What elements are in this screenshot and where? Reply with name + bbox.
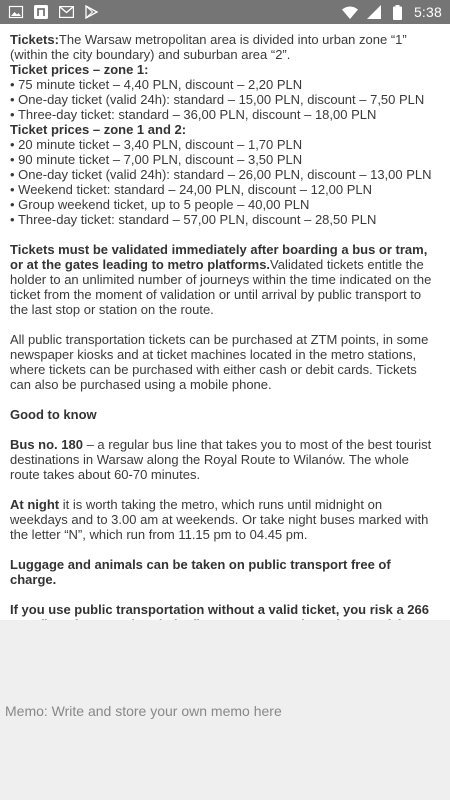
luggage-paragraph: Luggage and animals can be taken on public transport free of charge. — [10, 557, 391, 587]
notification-n-icon — [33, 4, 49, 20]
tickets-intro-text: The Warsaw metropolitan area is divided into urban zone “1” (within the city boundary) and suburban area “2”. — [10, 32, 407, 62]
battery-icon — [390, 4, 406, 20]
memo-panel — [0, 620, 450, 800]
validation-paragraph — [10, 242, 440, 317]
night-text: it is worth taking the metro, which runs until midnight on weekdays and to 3.00 am at weekends. Or take night buses marked with the letter “N”, which run from 11.15 pm to 04.45 pm. — [10, 497, 429, 542]
zone1-heading: Ticket prices – zone 1: — [10, 62, 149, 77]
tickets-label: Tickets: — [10, 32, 59, 47]
bus-paragraph — [10, 437, 440, 482]
validation-bold: Tickets must be validated immediately after boarding a bus or tram, or at the gates leading to metro platforms. — [10, 242, 428, 272]
bus-bold: Bus no. 180 — [10, 437, 83, 452]
night-paragraph — [10, 497, 440, 542]
play-store-icon — [83, 4, 99, 20]
photo-icon — [8, 4, 24, 20]
list-item: • Weekend ticket: standard – 24,00 PLN, discount – 12,00 PLN — [10, 182, 440, 197]
list-item: • One-day ticket (valid 24h): standard – 26,00 PLN, discount – 13,00 PLN — [10, 167, 440, 182]
night-bold: At night — [10, 497, 60, 512]
validation-text: Validated tickets entitle the holder to an unlimited number of journeys within the time indicated on the ticket from the moment of validation or until arrival by public transport to the last stop or station on the route. — [10, 257, 432, 317]
list-item: • Group weekend ticket, up to 5 people – 40,00 PLN — [10, 197, 440, 212]
list-item: • 90 minute ticket – 7,00 PLN, discount – 3,50 PLN — [10, 152, 440, 167]
list-item: • One-day ticket (valid 24h): standard – 15,00 PLN, discount – 7,50 PLN — [10, 92, 440, 107]
list-item: • Three-day ticket: standard – 57,00 PLN, discount – 28,50 PLN — [10, 212, 440, 227]
purchase-paragraph: All public transportation tickets can be purchased at ZTM points, in some newspaper kiosks and at ticket machines located in the metro stations, where tickets can be purchased with either cash or debit cards. Tickets can also be purchased using a mobile phone. — [10, 332, 429, 392]
signal-icon — [366, 4, 382, 20]
memo-input[interactable] — [0, 620, 450, 800]
bus-text: – a regular bus line that takes you to most of the best tourist destinations in Warsaw along the Royal Route to Wilanów. The whole route takes about 60-70 minutes. — [10, 437, 432, 482]
list-item: • Three-day ticket: standard – 36,00 PLN, discount – 18,00 PLN — [10, 107, 440, 122]
article-content[interactable] — [0, 24, 450, 620]
list-item: • 20 minute ticket – 3,40 PLN, discount – 1,70 PLN — [10, 137, 440, 152]
tickets-intro — [10, 32, 440, 62]
zone12-heading: Ticket prices – zone 1 and 2: — [10, 122, 187, 137]
fine-paragraph: If you use public transportation without a valid ticket, you risk a 266 — [10, 602, 429, 617]
status-bar — [0, 0, 450, 24]
list-item: • 75 minute ticket – 4,40 PLN, discount – 2,20 PLN — [10, 77, 440, 92]
wifi-icon — [342, 4, 358, 20]
gmail-icon — [58, 4, 74, 20]
good-to-know-heading: Good to know — [10, 407, 97, 422]
clock-time: 5:38 — [413, 4, 442, 20]
